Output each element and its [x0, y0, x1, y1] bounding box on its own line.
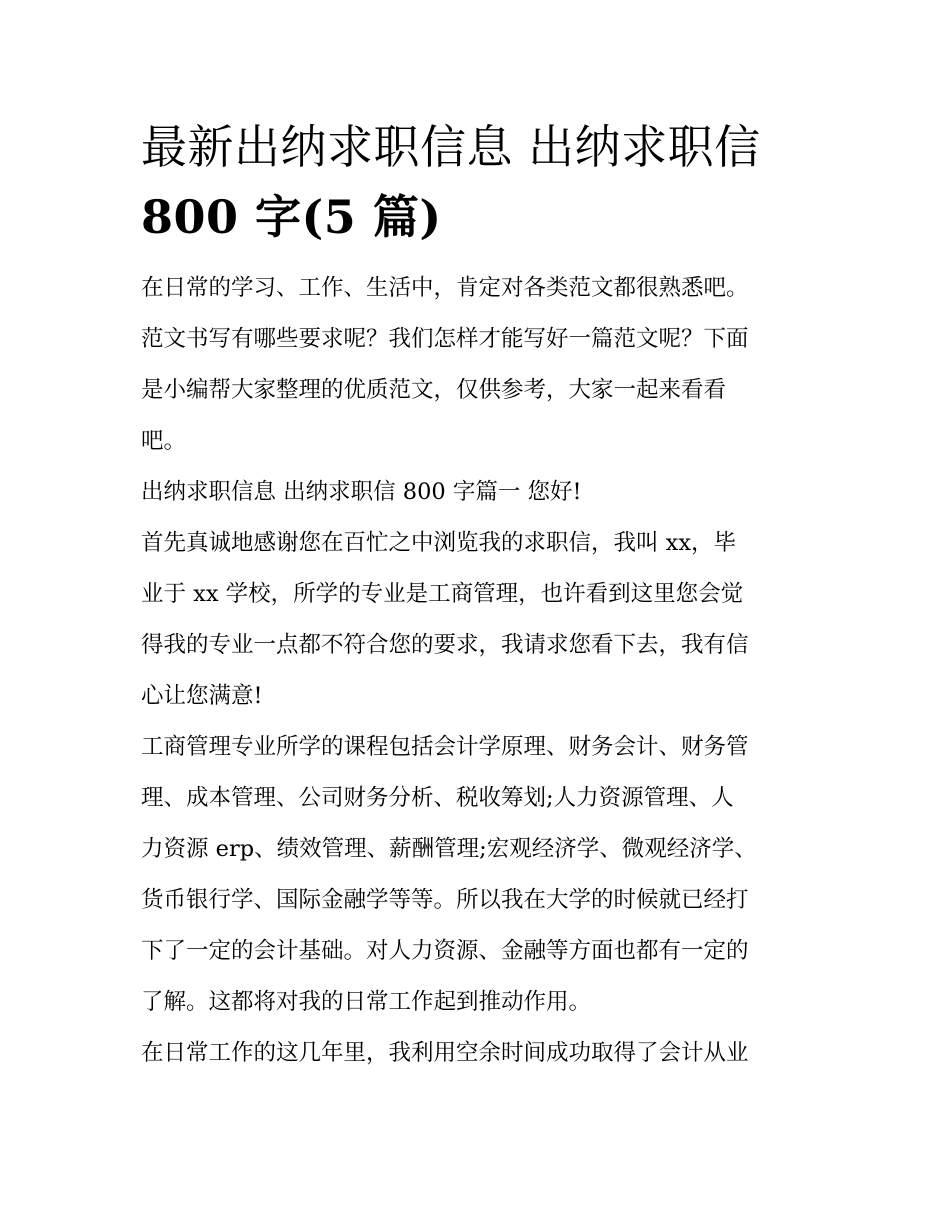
text-line: 心让您满意! [141, 683, 263, 709]
body-paragraph [141, 1028, 813, 1079]
text-line: 在日常工作的这几年里，我利用空余时间成功取得了会计从业 [141, 1040, 749, 1066]
text-line: 范文书写有哪些要求呢？我们怎样才能写好一篇范文呢？下面 [141, 326, 749, 352]
text-line: 业于 xx 学校，所学的专业是工商管理，也许看到这里您会觉 [141, 581, 744, 607]
title-line: 800 字(5 篇) [141, 190, 442, 244]
body-paragraph [141, 722, 813, 1028]
section-heading-paragraph [141, 467, 813, 518]
title-line: 最新出纳求职信息 出纳求职信 [141, 120, 761, 174]
text-line: 出纳求职信息 出纳求职信 800 字篇一 您好! [141, 479, 582, 505]
text-line: 理、成本管理、公司财务分析、税收筹划;人力资源管理、人 [141, 785, 734, 811]
document-page [141, 112, 813, 1079]
text-line: 了解。这都将对我的日常工作起到推动作用。 [141, 989, 592, 1015]
text-line: 在日常的学习、工作、生活中，肯定对各类范文都很熟悉吧。 [141, 275, 749, 301]
text-line: 下了一定的会计基础。对人力资源、金融等方面也都有一定的 [141, 938, 749, 964]
document-body [141, 263, 813, 1079]
text-line: 工商管理专业所学的课程包括会计学原理、财务会计、财务管 [141, 734, 749, 760]
text-line: 首先真诚地感谢您在百忙之中浏览我的求职信，我叫 xx，毕 [141, 530, 737, 556]
text-line: 得我的专业一点都不符合您的要求，我请求您看下去，我有信 [141, 632, 749, 658]
body-paragraph [141, 518, 813, 722]
text-line: 吧。 [141, 428, 187, 454]
document-title [141, 112, 813, 252]
text-line: 货币银行学、国际金融学等等。所以我在大学的时候就已经打 [141, 887, 749, 913]
text-line: 力资源 erp、绩效管理、薪酬管理;宏观经济学、微观经济学、 [141, 836, 757, 862]
intro-paragraph [141, 263, 813, 467]
text-line: 是小编帮大家整理的优质范文，仅供参考，大家一起来看看 [141, 377, 727, 403]
